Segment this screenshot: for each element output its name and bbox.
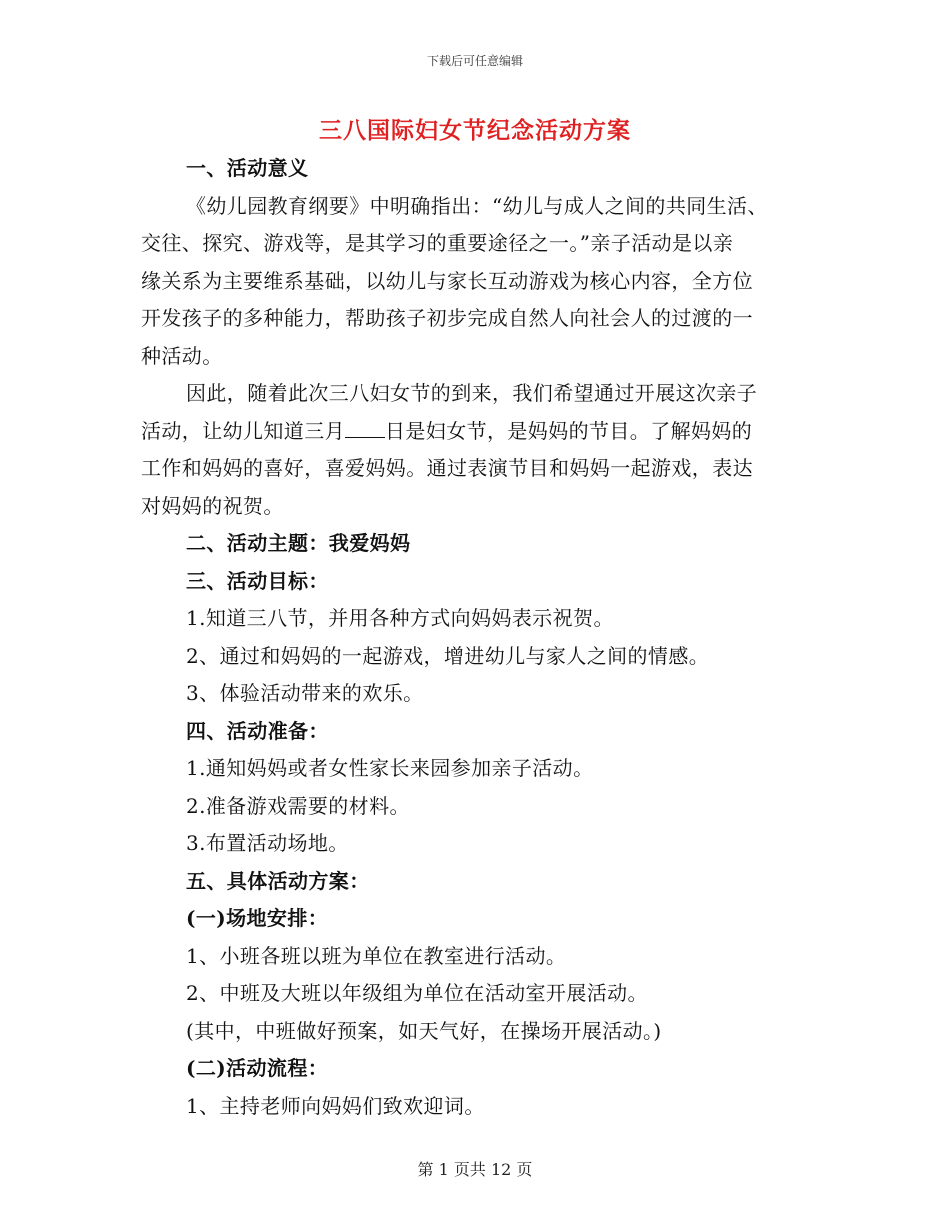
venue-item: 2、中班及大班以年级组为单位在活动室开展活动。 — [186, 981, 648, 1005]
goal-item: 1.知道三八节，并用各种方式向妈妈表示祝贺。 — [186, 606, 614, 630]
subsection-2-heading: (二)活动流程： — [186, 1056, 329, 1080]
paragraph-1-line-1: 《幼儿园教育纲要》中明确指出：“幼儿与成人之间的共同生活、 — [186, 193, 768, 218]
paragraph-1-line-2: 交往、探究、游戏等，是其学习的重要途径之一。”亲子活动是以亲 — [141, 231, 734, 255]
prep-item: 1.通知妈妈或者女性家长来园参加亲子活动。 — [186, 756, 594, 780]
paragraph-1-line-5: 种活动。 — [141, 343, 223, 368]
paragraph-1-line-4: 开发孩子的多种能力，帮助孩子初步完成自然人向社会人的过渡的一 — [141, 306, 753, 330]
paragraph-2-line-2 — [141, 413, 813, 451]
document-title: 三八国际妇女节纪念活动方案 — [319, 117, 631, 144]
goal-item: 3、体验活动带来的欢乐。 — [186, 681, 424, 705]
prep-item: 2.准备游戏需要的材料。 — [186, 793, 410, 818]
paragraph-2-line-4: 对妈妈的祝贺。 — [141, 493, 284, 518]
venue-item: (其中，中班做好预案，如天气好，在操场开展活动。) — [186, 1018, 662, 1043]
goal-item: 2、通过和妈妈的一起游戏，增进幼儿与家人之间的情感。 — [186, 643, 710, 668]
section-4-heading: 四、活动准备： — [186, 718, 329, 743]
paragraph-2-line-2-part-b: 日是妇女节，是妈妈的节目。了解妈妈的 — [385, 418, 753, 443]
flow-item: 1、主持老师向妈妈们致欢迎词。 — [186, 1093, 485, 1118]
header-note: 下载后可任意编辑 — [426, 54, 523, 68]
document-body — [141, 150, 813, 1125]
fill-in-blank — [345, 419, 385, 438]
venue-item: 1、小班各班以班为单位在教室进行活动。 — [186, 943, 567, 968]
section-3-heading: 三、活动目标： — [186, 568, 329, 593]
prep-item: 3.布置活动场地。 — [186, 831, 349, 855]
paragraph-2-line-3: 工作和妈妈的喜好，喜爱妈妈。通过表演节目和妈妈一起游戏，表达 — [141, 456, 753, 480]
section-2-heading: 二、活动主题：我爱妈妈 — [186, 531, 411, 555]
section-1-heading: 一、活动意义 — [186, 156, 309, 180]
subsection-1-heading: (一)场地安排： — [186, 906, 329, 930]
paragraph-1-line-3: 缘关系为主要维系基础，以幼儿与家长互动游戏为核心内容，全方位 — [141, 268, 753, 293]
paragraph-2-line-2-part-a: 活动，让幼儿知道三月 — [141, 418, 345, 443]
page-number-footer: 第 1 页共 12 页 — [417, 1160, 533, 1179]
paragraph-2-line-1: 因此，随着此次三八妇女节的到来，我们希望通过开展这次亲子 — [186, 381, 758, 405]
section-5-heading: 五、具体活动方案： — [186, 868, 370, 893]
